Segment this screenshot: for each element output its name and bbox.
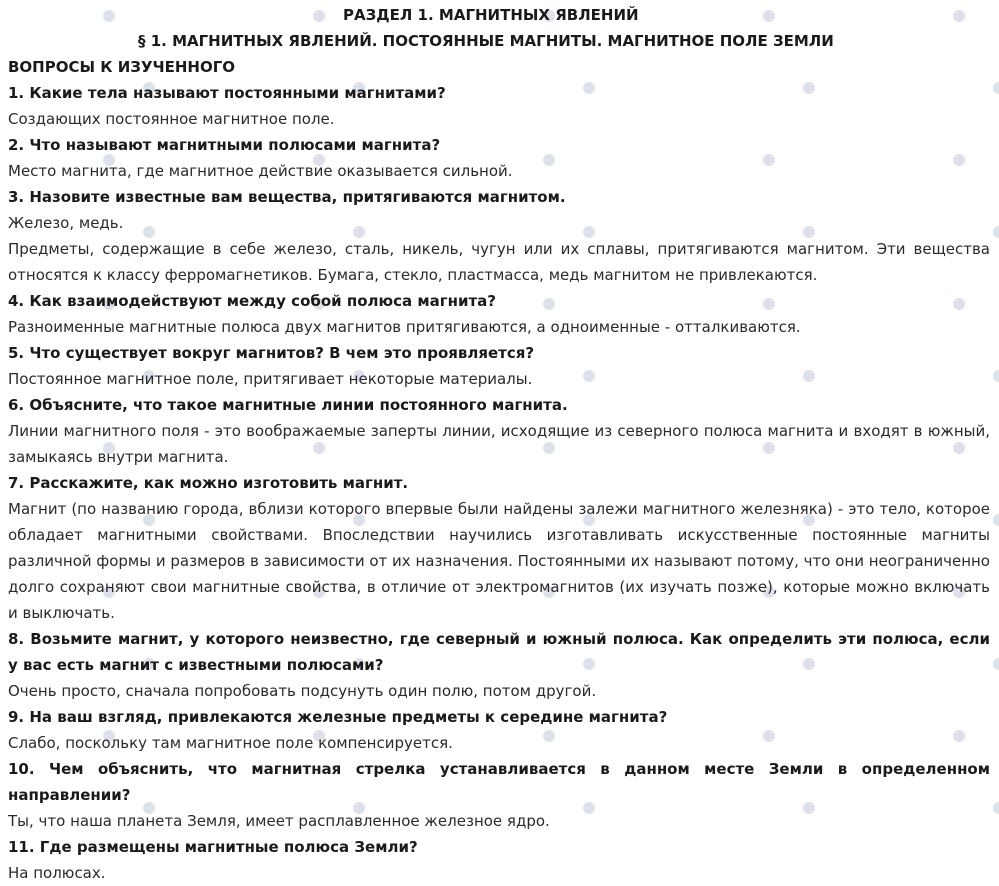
answer: Слабо, поскольку там магнитное поле компенсируется. (8, 734, 453, 752)
question: 9. На ваш взгляд, привлекаются железные предметы к середине магнита? (8, 708, 668, 726)
question: 1. Какие тела называют постоянными магнитами? (8, 84, 446, 102)
question: 3. Назовите известные вам вещества, притягиваются магнитом. (8, 188, 566, 206)
qa-item (8, 340, 990, 392)
answer: Создающих постоянное магнитное поле. (8, 110, 335, 128)
question: 5. Что существует вокруг магнитов? В чем это проявляется? (8, 344, 535, 362)
qa-item (8, 184, 990, 288)
qa-item (8, 470, 990, 626)
answer: Ты, что наша планета Земля, имеет расплавленное железное ядро. (8, 812, 550, 830)
answer: Линии магнитного поля - это воображаемые заперты линии, исходящие из северного полюса магнита и входят в южный, замыкаясь внутри магнита. (8, 422, 990, 466)
question: 6. Объясните, что такое магнитные линии постоянного магнита. (8, 396, 568, 414)
qa-item (8, 288, 990, 340)
answer: Место магнита, где магнитное действие оказывается сильной. (8, 162, 513, 180)
qa-item (8, 704, 990, 756)
qa-list (8, 80, 990, 886)
paragraph-title: § 1. МАГНИТНЫХ ЯВЛЕНИЙ. ПОСТОЯННЫЕ МАГНИТЫ. МАГНИТНОЕ ПОЛЕ ЗЕМЛИ (138, 32, 834, 50)
question: 8. Возьмите магнит, у которого неизвестно, где северный и южный полюса. Как определить эти полюса, если у вас есть магнит с известными полюсами? (8, 630, 990, 674)
question: 7. Расскажите, как можно изготовить магнит. (8, 474, 409, 492)
answer: На полюсах. (8, 864, 106, 882)
question: 10. Чем объяснить, что магнитная стрелка устанавливается в данном месте Земли в определенном направлении? (8, 760, 990, 804)
answer: Разноименные магнитные полюса двух магнитов притягиваются, а одноименные - отталкиваются. (8, 318, 801, 336)
qa-item (8, 392, 990, 470)
qa-item (8, 834, 990, 886)
question: 4. Как взаимодействуют между собой полюса магнита? (8, 292, 496, 310)
qa-item (8, 756, 990, 834)
answer: Постоянное магнитное поле, притягивает некоторые материалы. (8, 370, 533, 388)
section-title: РАЗДЕЛ 1. МАГНИТНЫХ ЯВЛЕНИЙ (343, 6, 639, 24)
questions-heading: ВОПРОСЫ К ИЗУЧЕННОГО (8, 58, 236, 76)
qa-item (8, 80, 990, 132)
answer: Предметы, содержащие в себе железо, сталь, никель, чугун или их сплавы, притягиваются магнитом. Эти вещества относятся к классу ферромагнетиков. Бумага, стекло, пластмасса, медь магнитом не привлекаются. (8, 240, 990, 284)
question: 2. Что называют магнитными полюсами магнита? (8, 136, 441, 154)
qa-item (8, 626, 990, 704)
answer: Железо, медь. (8, 214, 124, 232)
question: 11. Где размещены магнитные полюса Земли? (8, 838, 418, 856)
qa-item (8, 132, 990, 184)
answer: Магнит (по названию города, вблизи которого впервые были найдены залежи магнитного железняка) - это тело, которое обладает магнитными свойствами. Впоследствии научились изготавливать искусственные постоянные магниты различной формы и размеров в зависимости от их назначения. Постоянными их называют потому, что они неограниченно долго сохраняют свои магнитные свойства, в отличие от электромагнитов (их изучать позже), которые можно включать и выключать. (8, 500, 990, 622)
answer: Очень просто, сначала попробовать подсунуть один полю, потом другой. (8, 682, 597, 700)
